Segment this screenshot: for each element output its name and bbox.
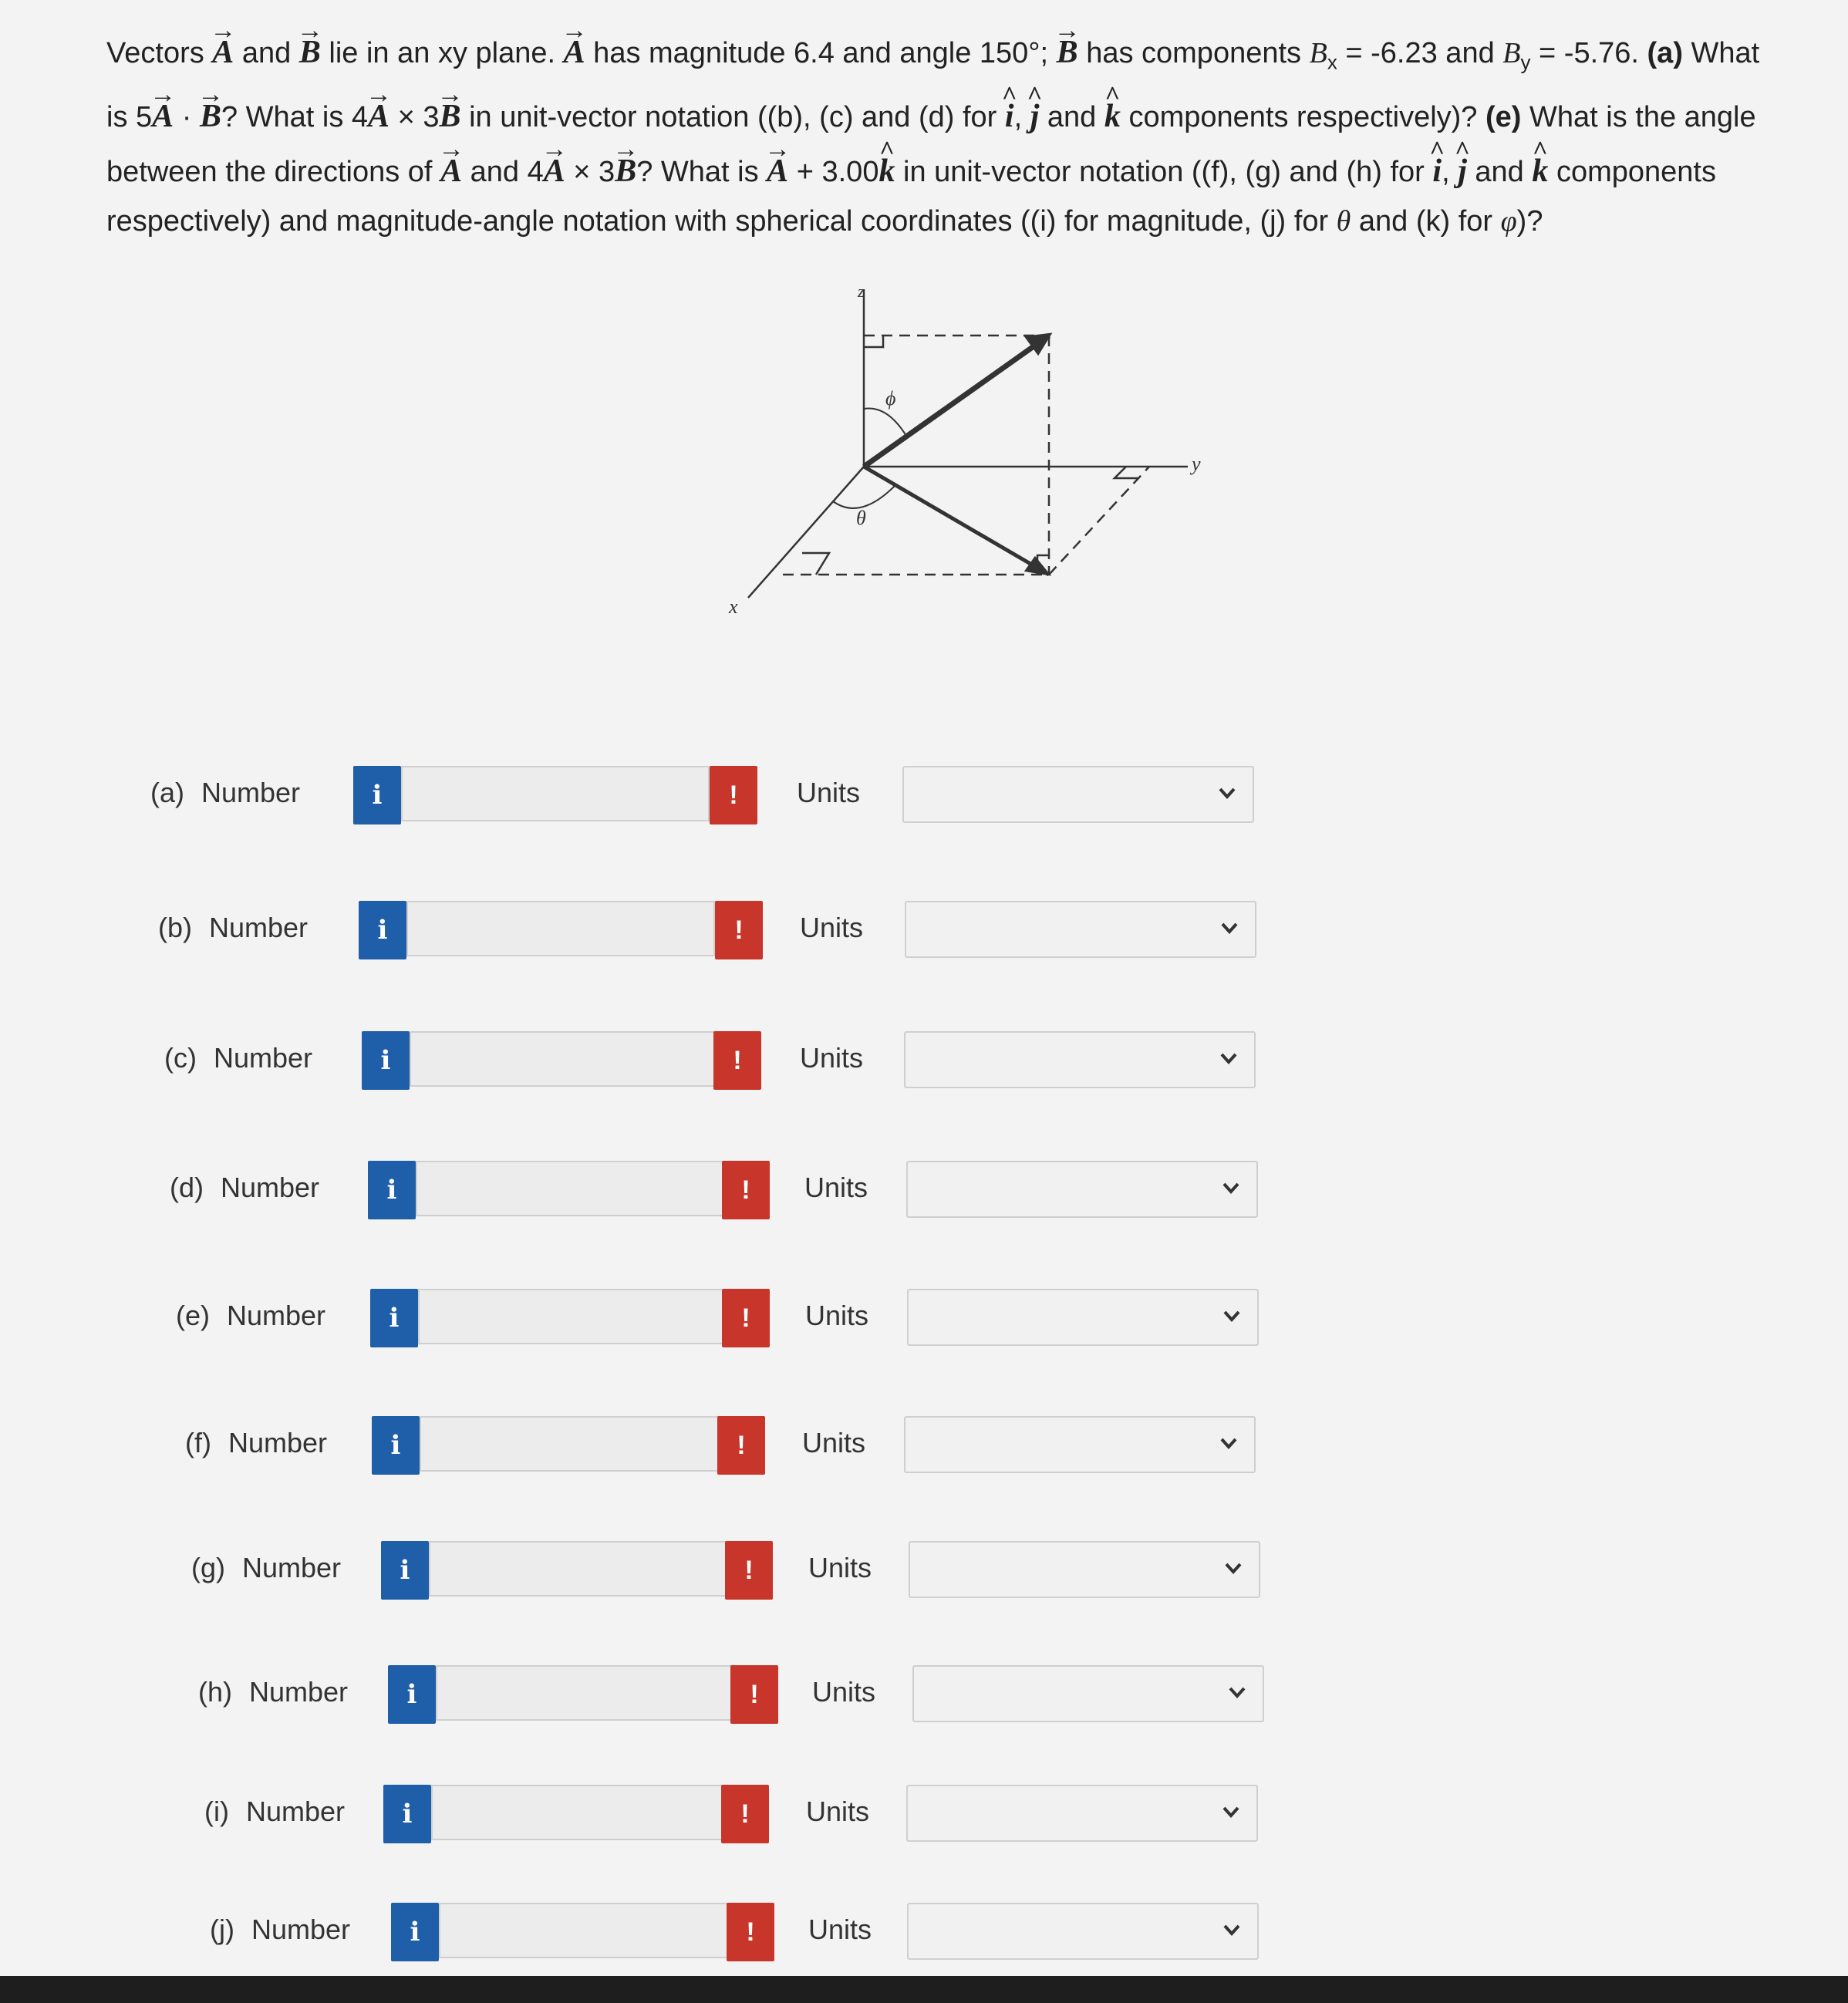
part-letter: (j) xyxy=(210,1914,234,1945)
units-select[interactable] xyxy=(904,1416,1256,1473)
units-select[interactable] xyxy=(907,1289,1259,1346)
answer-row-j xyxy=(210,1903,1320,1961)
part-letter: (a) xyxy=(150,777,184,808)
problem-text: and xyxy=(1466,155,1533,188)
problem-text: components respectively)? xyxy=(1120,100,1485,133)
part-letter: (b) xyxy=(158,912,192,943)
units-select[interactable] xyxy=(912,1665,1264,1722)
chevron-down-icon xyxy=(1217,1431,1240,1455)
x-axis-label: x xyxy=(729,595,738,618)
units-label: Units xyxy=(802,1427,866,1458)
vector-a-symbol: → A xyxy=(368,87,389,141)
number-input[interactable] xyxy=(410,1031,718,1087)
number-label: Number xyxy=(227,1300,326,1331)
units-select[interactable] xyxy=(906,1785,1258,1842)
units-label: Units xyxy=(804,1172,868,1203)
info-button[interactable]: i xyxy=(368,1161,416,1219)
problem-text: = -6.23 and xyxy=(1337,37,1503,69)
number-input[interactable] xyxy=(431,1785,728,1840)
part-letter: (h) xyxy=(198,1676,232,1708)
part-letter: (c) xyxy=(164,1042,197,1074)
problem-text: ? What is xyxy=(636,155,767,188)
info-button[interactable]: i xyxy=(370,1289,418,1347)
phi-label: ϕ xyxy=(885,387,896,410)
z-right-angle xyxy=(864,336,883,347)
k-hat-symbol: ^ k xyxy=(1532,147,1548,196)
problem-text: )? xyxy=(1516,204,1543,238)
number-input[interactable] xyxy=(401,766,710,821)
row-label xyxy=(185,1427,327,1459)
answer-row-d xyxy=(170,1161,1280,1219)
number-label: Number xyxy=(245,1796,346,1827)
warning-button[interactable]: ! xyxy=(721,1785,769,1843)
info-button[interactable]: i xyxy=(381,1541,429,1600)
chevron-down-icon xyxy=(1220,1918,1243,1941)
i-hat-symbol: ^ i xyxy=(1432,147,1442,196)
row-label xyxy=(170,1172,319,1204)
chevron-down-icon xyxy=(1219,1800,1243,1823)
answer-row-g xyxy=(191,1541,1302,1600)
problem-text: What is the angle between the directions of xyxy=(106,100,1756,188)
row-label xyxy=(164,1042,312,1074)
units-select[interactable] xyxy=(902,766,1254,823)
number-label: Number xyxy=(228,1427,328,1458)
problem-text: What is xyxy=(106,37,1760,133)
number-input[interactable] xyxy=(406,901,715,956)
x-axis xyxy=(748,467,864,598)
chevron-down-icon xyxy=(1220,1304,1243,1327)
warning-button[interactable]: ! xyxy=(710,766,757,824)
vector-a-symbol: → A xyxy=(152,87,174,141)
problem-text: , xyxy=(1442,155,1459,188)
question-a-marker: (a) xyxy=(1647,37,1683,69)
chevron-down-icon xyxy=(1219,1176,1243,1199)
units-label: Units xyxy=(808,1552,872,1583)
y-right-angle xyxy=(1115,467,1138,478)
row-label xyxy=(150,777,300,809)
vector-a-symbol: → A xyxy=(767,142,788,196)
warning-button[interactable]: ! xyxy=(730,1665,778,1724)
problem-text: has components xyxy=(1077,37,1310,69)
by-subscript: y xyxy=(1520,50,1531,74)
units-label: Units xyxy=(805,1300,869,1331)
phi-symbol: φ xyxy=(1500,204,1517,238)
units-select[interactable] xyxy=(909,1541,1260,1598)
units-label: Units xyxy=(806,1796,870,1827)
answer-row-f xyxy=(185,1416,1296,1475)
info-button[interactable]: i xyxy=(388,1665,436,1724)
units-label: Units xyxy=(800,1042,864,1074)
units-label: Units xyxy=(800,912,864,943)
units-select[interactable] xyxy=(906,1161,1258,1218)
vector-a-symbol: → A xyxy=(440,142,462,196)
projection-arrowhead xyxy=(1026,558,1049,575)
bx-subscript: x xyxy=(1327,50,1337,74)
problem-text: components respectively) and magnitude-angle notation with spherical coordinates ((i) for magnitude, (j) for xyxy=(106,155,1716,238)
warning-button[interactable]: ! xyxy=(722,1289,770,1347)
vector-b-symbol: → B xyxy=(440,87,461,141)
part-letter: (d) xyxy=(170,1172,204,1203)
problem-text: in unit-vector notation ((b), (c) and (d) for xyxy=(460,100,1005,133)
number-input[interactable] xyxy=(416,1161,724,1216)
part-letter: (i) xyxy=(204,1796,229,1827)
warning-button[interactable]: ! xyxy=(717,1416,765,1475)
problem-text: in unit-vector notation ((f), (g) and (h) for xyxy=(895,155,1433,188)
problem-text: and (k) for xyxy=(1351,204,1501,238)
info-button[interactable]: i xyxy=(391,1903,439,1961)
answer-row-h xyxy=(198,1665,1309,1724)
warning-button[interactable]: ! xyxy=(715,901,763,959)
y-projection-line xyxy=(1049,467,1149,575)
warning-button[interactable]: ! xyxy=(722,1161,770,1219)
chevron-down-icon xyxy=(1218,916,1241,939)
info-button[interactable]: i xyxy=(362,1031,410,1090)
number-label: Number xyxy=(221,1172,320,1203)
problem-text: , xyxy=(1013,100,1030,133)
i-hat-symbol: ^ i xyxy=(1005,92,1014,141)
units-select[interactable] xyxy=(904,1031,1256,1088)
projection-vector xyxy=(864,467,1049,575)
number-label: Number xyxy=(251,1914,351,1945)
part-letter: (f) xyxy=(185,1427,211,1458)
row-label xyxy=(204,1796,345,1828)
j-hat-symbol: ^ j xyxy=(1030,92,1040,141)
number-label: Number xyxy=(209,912,309,943)
x-right-angle xyxy=(802,553,829,575)
bx-symbol: B xyxy=(1309,37,1327,69)
problem-text: ? What is 4 xyxy=(221,100,369,133)
k-hat-symbol: ^ k xyxy=(878,147,895,196)
units-label: Units xyxy=(812,1676,876,1708)
problem-text: and xyxy=(234,37,299,69)
vector-a-symbol: → A xyxy=(564,23,585,77)
warning-button[interactable]: ! xyxy=(713,1031,761,1090)
theta-arc xyxy=(833,486,895,508)
by-symbol: B xyxy=(1502,37,1521,69)
spherical-coordinates-diagram xyxy=(694,274,1234,629)
vector-b-symbol: → B xyxy=(615,142,636,196)
j-hat-symbol: ^ j xyxy=(1458,147,1467,196)
chevron-down-icon xyxy=(1222,1556,1245,1580)
y-axis-label: y xyxy=(1192,453,1201,475)
units-label: Units xyxy=(797,777,861,808)
answer-row-i xyxy=(204,1785,1315,1843)
vector-b-symbol: → B xyxy=(200,87,221,141)
chevron-down-icon xyxy=(1226,1681,1249,1704)
warning-button[interactable]: ! xyxy=(725,1541,773,1600)
info-button[interactable]: i xyxy=(359,901,406,959)
problem-text: · xyxy=(174,100,200,133)
warning-button[interactable]: ! xyxy=(727,1903,774,1961)
number-input[interactable] xyxy=(436,1665,737,1721)
answer-row-e xyxy=(176,1289,1287,1347)
answer-row-a xyxy=(150,766,1261,824)
answer-row-c xyxy=(164,1031,1275,1090)
number-input[interactable] xyxy=(418,1289,727,1344)
row-label xyxy=(158,912,308,944)
vector-a-symbol: → A xyxy=(544,142,565,196)
answer-row-b xyxy=(158,901,1269,959)
vector-b-symbol: → B xyxy=(299,23,321,77)
number-label: Number xyxy=(242,1552,342,1583)
info-button[interactable]: i xyxy=(372,1416,420,1475)
row-label xyxy=(198,1676,348,1708)
number-label: Number xyxy=(201,777,301,808)
screen-bottom-edge xyxy=(0,1976,1848,2003)
info-button[interactable]: i xyxy=(383,1785,431,1843)
info-button[interactable]: i xyxy=(353,766,401,824)
units-label: Units xyxy=(808,1914,872,1945)
number-input[interactable] xyxy=(420,1416,724,1472)
problem-text: Vectors xyxy=(106,37,213,69)
chevron-down-icon xyxy=(1216,781,1239,804)
units-select[interactable] xyxy=(905,901,1256,958)
z-axis-label: z xyxy=(858,282,865,301)
k-hat-symbol: ^ k xyxy=(1104,92,1121,141)
question-e-marker: (e) xyxy=(1485,100,1522,133)
vector-a-symbol: → A xyxy=(212,23,234,77)
problem-statement xyxy=(106,23,1772,246)
chevron-down-icon xyxy=(1217,1047,1240,1070)
vector-b-symbol: → B xyxy=(1057,23,1078,77)
problem-text: + 3.00 xyxy=(788,155,879,188)
phi-arc xyxy=(864,408,906,436)
theta-symbol: θ xyxy=(1336,204,1351,238)
problem-text: × 3 xyxy=(565,155,615,188)
part-letter: (g) xyxy=(191,1552,225,1583)
row-label xyxy=(210,1914,350,1946)
row-label xyxy=(176,1300,325,1332)
problem-text: has magnitude 6.4 and angle 150°; xyxy=(585,37,1057,69)
problem-text: lie in an xy plane. xyxy=(320,37,564,69)
problem-text: and xyxy=(1039,100,1104,133)
part-letter: (e) xyxy=(176,1300,210,1331)
theta-label: θ xyxy=(856,507,866,529)
number-input[interactable] xyxy=(439,1903,736,1958)
row-label xyxy=(191,1552,341,1584)
problem-text: and 4 xyxy=(462,155,544,188)
problem-text: 5 xyxy=(136,100,153,133)
number-input[interactable] xyxy=(429,1541,733,1597)
units-select[interactable] xyxy=(907,1903,1259,1960)
problem-text: = -5.76. xyxy=(1530,37,1647,69)
problem-text: × 3 xyxy=(389,100,440,133)
number-label: Number xyxy=(213,1042,313,1074)
number-label: Number xyxy=(249,1676,349,1708)
